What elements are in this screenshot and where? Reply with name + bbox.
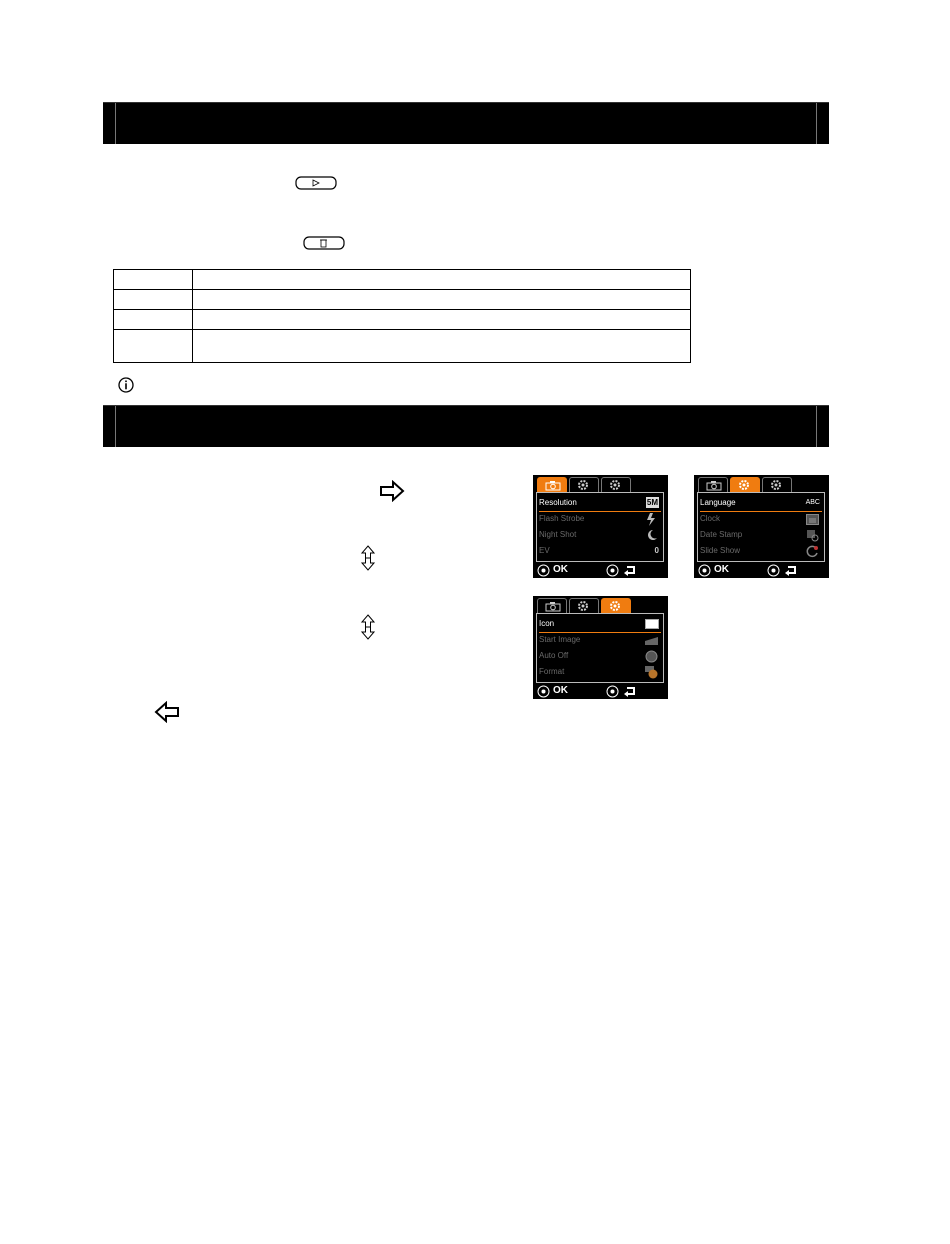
flash-icon (645, 513, 659, 526)
arrow-left-icon (154, 701, 180, 723)
ok-label: OK (553, 564, 568, 575)
lcd-screen-camera (533, 475, 668, 578)
format-icon (645, 666, 658, 679)
dpad-icon (537, 564, 550, 577)
table-row (114, 310, 691, 330)
table-row (114, 270, 691, 290)
section-header-bar-2 (103, 405, 829, 447)
menu-row-date-stamp[interactable]: Date Stamp (700, 527, 822, 543)
menu-row-clock[interactable]: Clock (700, 511, 822, 527)
menu-row-icon[interactable]: Icon (539, 616, 661, 633)
arrow-up-down-icon (360, 614, 376, 640)
arrow-right-icon (379, 480, 405, 502)
calendar-icon (806, 514, 819, 525)
back-icon (623, 565, 637, 576)
back-icon (623, 686, 637, 697)
start-image-icon (645, 635, 658, 646)
menu-row-resolution[interactable]: Resolution 5M (539, 495, 661, 512)
dpad-icon (698, 564, 711, 577)
menu-row-slide-show[interactable]: Slide Show (700, 543, 822, 559)
camera-icon (545, 480, 561, 491)
dpad-icon (767, 564, 780, 577)
camera-icon (545, 601, 561, 612)
table-row (114, 330, 691, 363)
gear-icon (577, 479, 591, 492)
dpad-icon (606, 685, 619, 698)
gear-icon (609, 600, 623, 613)
slideshow-icon (806, 545, 819, 558)
menu-row-auto-off[interactable]: Auto Off (539, 648, 661, 664)
table-row (114, 290, 691, 310)
ok-label: OK (714, 564, 729, 575)
moon-icon (646, 529, 658, 541)
gear-icon (577, 600, 591, 613)
lcd-screen-setup-2 (533, 596, 668, 699)
menu-row-format[interactable]: Format (539, 664, 661, 680)
menu-row-language[interactable]: Language ABC (700, 495, 822, 512)
info-icon (118, 377, 134, 393)
camera-icon (706, 480, 722, 491)
menu-row-flash-strobe[interactable]: Flash Strobe (539, 511, 661, 527)
icon-display-icon (645, 619, 659, 629)
date-stamp-icon (806, 529, 819, 542)
menu-row-start-image[interactable]: Start Image (539, 632, 661, 648)
ok-label: OK (553, 685, 568, 696)
gear-icon (609, 479, 623, 492)
menu-row-night-shot[interactable]: Night Shot (539, 527, 661, 543)
button-table (113, 269, 691, 363)
gear-icon (738, 479, 752, 492)
back-icon (784, 565, 798, 576)
menu-row-ev[interactable]: EV 0 (539, 546, 659, 555)
section-header-bar-1 (103, 102, 829, 144)
lcd-screen-setup-1 (694, 475, 829, 578)
dpad-icon (606, 564, 619, 577)
gear-icon (770, 479, 784, 492)
arrow-up-down-icon (360, 545, 376, 571)
delete-button-icon (303, 236, 345, 250)
auto-off-icon (645, 650, 658, 663)
dpad-icon (537, 685, 550, 698)
play-button-icon (295, 176, 337, 190)
